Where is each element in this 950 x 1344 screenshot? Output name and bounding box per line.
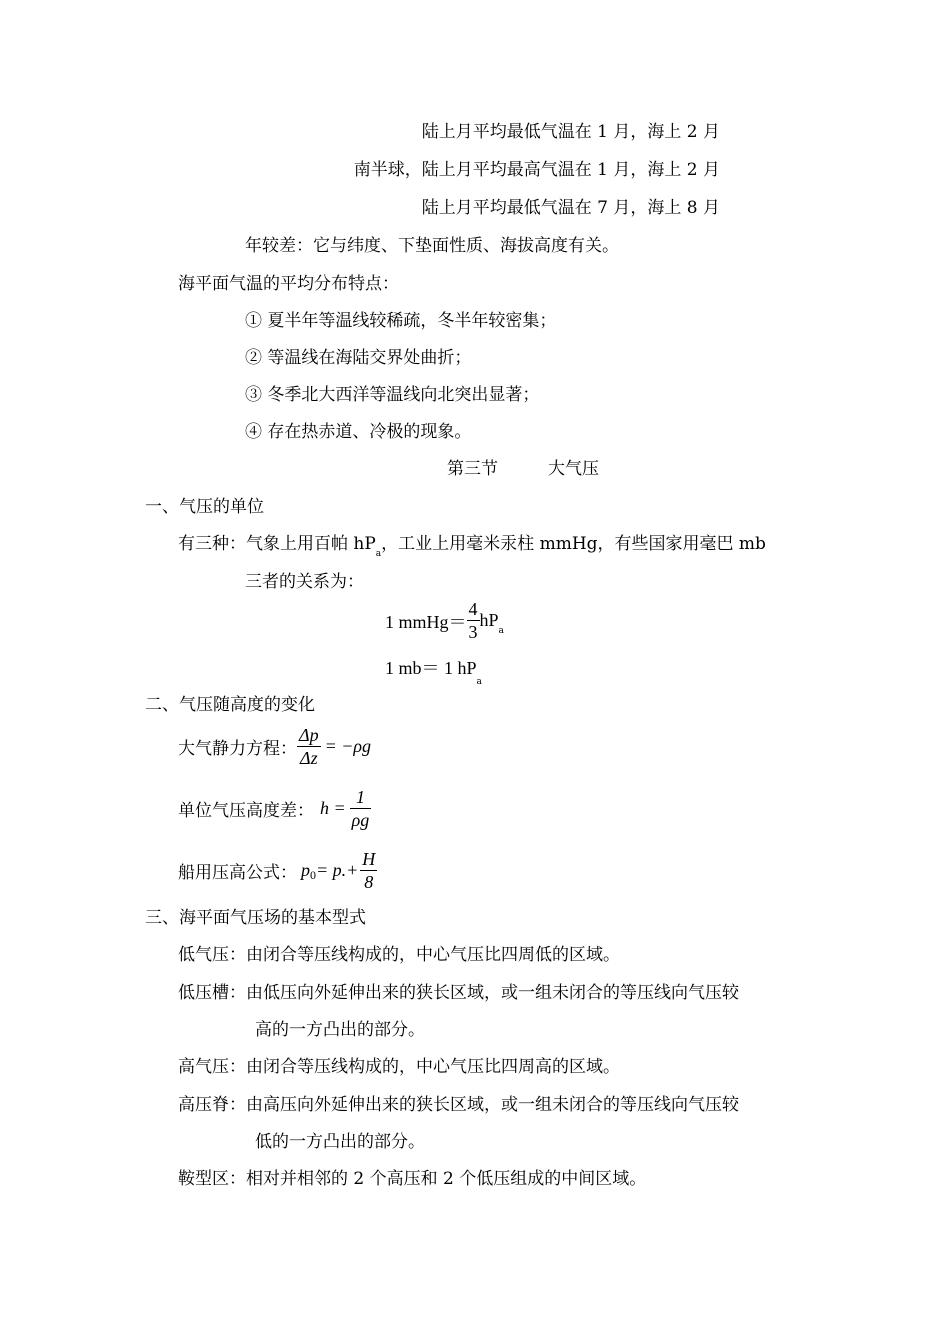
eq1-unit: hP bbox=[479, 610, 499, 630]
f1-fraction bbox=[297, 724, 321, 769]
hydrostatic-equation bbox=[178, 724, 371, 769]
equation-mmhg bbox=[385, 598, 504, 643]
sea-level-temp-heading: 海平面气温的平均分布特点： bbox=[178, 274, 399, 294]
text-line-2: 南半球，陆上月平均最高气温在 1 月，海上 2 月 bbox=[353, 160, 720, 180]
section-number: 第三节 bbox=[447, 459, 498, 479]
f2-lhs: h = bbox=[320, 798, 346, 818]
f3-denominator: 8 bbox=[364, 872, 374, 892]
feature-item-1: ① 夏半年等温线较稀疏，冬半年较密集； bbox=[245, 311, 557, 331]
units-paragraph bbox=[178, 532, 766, 559]
f3-fraction bbox=[360, 848, 377, 893]
def-high-pressure: 高气压：由闭合等压线构成的，中心气压比四周高的区域。 bbox=[178, 1057, 620, 1077]
heading-height-change: 二、气压随高度的变化 bbox=[145, 695, 315, 715]
units-subscript: a bbox=[375, 549, 382, 559]
eq2-subscript: a bbox=[476, 677, 482, 687]
eq1-denominator: 3 bbox=[468, 622, 478, 642]
f1-label: 大气静力方程： bbox=[178, 739, 297, 759]
ship-pressure-formula bbox=[178, 848, 377, 893]
eq1-left: 1 mmHg＝ bbox=[385, 611, 467, 632]
def-trough-2: 高的一方凸出的部分。 bbox=[255, 1020, 425, 1040]
f3-lhs-subscript: 0 bbox=[310, 868, 316, 882]
f2-numerator: 1 bbox=[350, 786, 372, 809]
text-line-1: 陆上月平均最低气温在 1 月，海上 2 月 bbox=[421, 122, 720, 142]
feature-item-3: ③ 冬季北大西洋等温线向北突出显著； bbox=[245, 385, 540, 405]
eq2-text: 1 mb＝ 1 hP bbox=[385, 658, 477, 678]
feature-item-2: ② 等温线在海陆交界处曲折； bbox=[245, 348, 472, 368]
f2-fraction bbox=[350, 786, 372, 831]
def-low-pressure: 低气压：由闭合等压线构成的，中心气压比四周低的区域。 bbox=[178, 945, 620, 965]
unit-height-formula bbox=[178, 786, 371, 831]
relation-intro: 三者的关系为： bbox=[245, 572, 364, 592]
f1-numerator: Δp bbox=[299, 725, 319, 745]
heading-pressure-field: 三、海平面气压场的基本型式 bbox=[145, 908, 366, 928]
units-text-rest: ，工业上用毫米汞柱 mmHg，有些国家用毫巴 mb bbox=[381, 534, 766, 554]
eq1-subscript: a bbox=[498, 625, 504, 636]
f2-denominator: ρg bbox=[351, 810, 370, 830]
units-text: 有三种：气象上用百帕 hP bbox=[178, 534, 376, 554]
section-title: 大气压 bbox=[548, 459, 599, 479]
eq1-numerator: 4 bbox=[468, 599, 478, 619]
heading-units: 一、气压的单位 bbox=[145, 497, 264, 517]
equation-mb bbox=[385, 656, 482, 687]
feature-item-4: ④ 存在热赤道、冷极的现象。 bbox=[245, 422, 472, 442]
f3-lhs: p bbox=[301, 860, 310, 880]
annual-range-line: 年较差：它与纬度、下垫面性质、海拔高度有关。 bbox=[245, 236, 619, 256]
f3-mid: = p.+ bbox=[316, 860, 359, 880]
def-saddle: 鞍型区：相对并相邻的 2 个高压和 2 个低压组成的中间区域。 bbox=[178, 1169, 647, 1189]
f1-denominator: Δz bbox=[300, 748, 318, 768]
f3-label: 船用压高公式： bbox=[178, 863, 297, 883]
text-line-3: 陆上月平均最低气温在 7 月，海上 8 月 bbox=[421, 198, 720, 218]
f3-numerator: H bbox=[362, 849, 376, 869]
def-ridge-2: 低的一方凸出的部分。 bbox=[255, 1132, 425, 1152]
f1-rhs: = −ρg bbox=[324, 736, 372, 756]
def-ridge-1: 高压脊：由高压向外延伸出来的狭长区域，或一组未闭合的等压线向气压较 bbox=[178, 1095, 739, 1115]
eq1-fraction bbox=[467, 598, 480, 643]
def-trough-1: 低压槽：由低压向外延伸出来的狭长区域，或一组未闭合的等压线向气压较 bbox=[178, 983, 739, 1003]
f2-label: 单位气压高度差： bbox=[178, 801, 314, 821]
